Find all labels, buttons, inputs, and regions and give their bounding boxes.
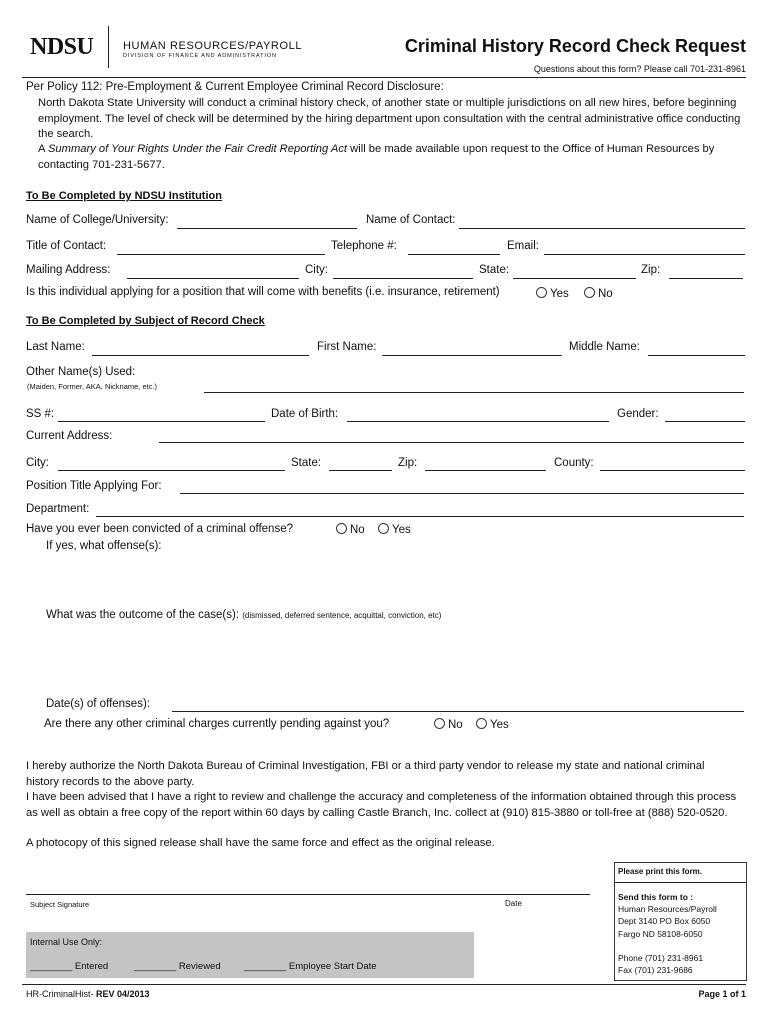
policy-paragraph-1: North Dakota State University will conduct a criminal history check, of another state or multiple jurisdictions on all new hires, before beginning employment. The level of check will be determined by the hiring department upon consultation with the central administrative office conducting the search. <box>38 97 741 140</box>
authorization-paragraph-1: I hereby authorize the North Dakota Bureau of Criminal Investigation, FBI or a third party vendor to release my state and national criminal history records to the above party. <box>26 760 705 788</box>
entered-field[interactable]: ________ Entered <box>30 961 109 972</box>
fcra-summary-title: Summary of Your Rights Under the Fair Credit Reporting Act <box>47 143 348 155</box>
current-address-field[interactable] <box>159 442 744 443</box>
inst-state-field[interactable] <box>513 278 636 279</box>
subj-city-label: City: <box>26 457 49 469</box>
inst-state-label: State: <box>479 264 510 276</box>
contact-name-field[interactable] <box>459 228 745 229</box>
email-field[interactable] <box>544 254 745 255</box>
outcome-question: What was the outcome of the case(s): (dismissed, deferred sentence, acquittal, conviction, etc) <box>46 609 442 621</box>
send-box-divider <box>614 882 746 883</box>
logo-divider <box>108 26 109 68</box>
other-names-hint: (Maiden, Former, AKA, Nickname, etc.) <box>27 382 158 391</box>
header-rule <box>22 77 746 78</box>
authorization-paragraph-2: I have been advised that I have a right to review and challenge the accuracy and completeness of the information obtained through this process as well as obtain a free copy of the report within 60 days by calling Castle Branch, Inc. collect at (910) 815-3880 or toll-free at (888) 520-0520. <box>26 791 737 819</box>
inst-city-label: City: <box>305 264 328 276</box>
print-notice: Please print this form. <box>618 867 703 876</box>
gender-field[interactable] <box>665 421 745 422</box>
institution-heading: To Be Completed by NDSU Institution <box>26 190 222 202</box>
footer-rule <box>22 984 746 985</box>
first-name-label: First Name: <box>317 341 377 353</box>
dob-label: Date of Birth: <box>271 408 339 420</box>
middle-name-field[interactable] <box>648 355 745 356</box>
contact-title-label: Title of Contact: <box>26 240 107 252</box>
position-title-field[interactable] <box>180 493 744 494</box>
mailing-label: Mailing Address: <box>26 264 111 276</box>
radio-circle-icon <box>434 718 445 729</box>
current-address-label: Current Address: <box>26 430 113 442</box>
subj-city-field[interactable] <box>58 470 285 471</box>
county-field[interactable] <box>600 470 745 471</box>
county-label: County: <box>554 457 594 469</box>
subj-zip-label: Zip: <box>398 457 418 469</box>
contact-title-field[interactable] <box>117 254 325 255</box>
college-field[interactable] <box>177 228 357 229</box>
benefits-no-radio[interactable]: No <box>584 287 613 300</box>
email-label: Email: <box>507 240 539 252</box>
ndsu-logo: NDSU <box>30 34 94 60</box>
first-name-field[interactable] <box>382 355 562 356</box>
telephone-label: Telephone #: <box>331 240 397 252</box>
subj-zip-field[interactable] <box>425 470 546 471</box>
outcome-answer-area[interactable] <box>46 625 744 691</box>
dob-field[interactable] <box>347 421 609 422</box>
outcome-hint: (dismissed, deferred sentence, acquittal, conviction, etc) <box>242 611 442 620</box>
policy-paragraph-2: A Summary of Your Rights Under the Fair Credit Reporting Act will be made available upon request to the Office of Human Resources by contacting 701-231-5677. <box>38 143 715 171</box>
signature-line[interactable] <box>26 894 590 895</box>
last-name-field[interactable] <box>92 355 309 356</box>
pending-question: Are there any other criminal charges currently pending against you? <box>44 718 390 730</box>
benefits-yes-radio[interactable]: Yes <box>536 287 569 300</box>
send-address-3: Fargo ND 58108-6050 <box>618 929 703 939</box>
offenses-question: If yes, what offense(s): <box>46 540 162 552</box>
department-label: Department: <box>26 503 90 515</box>
position-title-label: Position Title Applying For: <box>26 480 162 492</box>
department-field[interactable] <box>96 516 744 517</box>
telephone-field[interactable] <box>408 254 500 255</box>
start-date-field[interactable]: ________ Employee Start Date <box>244 961 377 972</box>
other-names-field[interactable] <box>204 392 744 393</box>
send-phone: Phone (701) 231-8961 <box>618 953 704 963</box>
questions-text: Questions about this form? Please call 701-231-8961 <box>533 64 746 74</box>
inst-city-field[interactable] <box>333 278 473 279</box>
other-names-label: Other Name(s) Used: <box>26 366 136 378</box>
form-code: HR-CriminalHist- REV 04/2013 <box>26 989 150 999</box>
ss-label: SS #: <box>26 408 55 420</box>
subj-state-field[interactable] <box>329 470 392 471</box>
dates-of-offenses-field[interactable] <box>172 711 744 712</box>
dept-line-2: DIVISION OF FINANCE AND ADMINISTRATION <box>123 53 277 59</box>
subj-state-label: State: <box>291 457 322 469</box>
internal-use-title: Internal Use Only: <box>30 937 103 947</box>
last-name-label: Last Name: <box>26 341 85 353</box>
send-address-2: Dept 3140 PO Box 6050 <box>618 916 711 926</box>
pending-yes-radio[interactable]: Yes <box>476 718 509 731</box>
page-number: Page 1 of 1 <box>698 989 746 999</box>
radio-circle-icon <box>336 523 347 534</box>
convicted-question: Have you ever been convicted of a criminal offense? <box>26 523 293 535</box>
pending-no-radio[interactable]: No <box>434 718 463 731</box>
authorization-paragraph-3: A photocopy of this signed release shall have the same force and effect as the original release. <box>26 837 495 849</box>
radio-circle-icon <box>536 287 547 298</box>
date-label: Date <box>505 899 522 908</box>
inst-zip-field[interactable] <box>669 278 743 279</box>
contact-name-label: Name of Contact: <box>366 214 456 226</box>
inst-zip-label: Zip: <box>641 264 661 276</box>
mailing-field[interactable] <box>127 278 299 279</box>
offenses-answer-area[interactable] <box>46 556 744 604</box>
gender-label: Gender: <box>617 408 659 420</box>
radio-circle-icon <box>476 718 487 729</box>
reviewed-field[interactable]: ________ Reviewed <box>134 961 221 972</box>
radio-circle-icon <box>378 523 389 534</box>
policy-heading: Per Policy 112: Pre-Employment & Current Employee Criminal Record Disclosure: <box>26 81 444 93</box>
dept-line-1: HUMAN RESOURCES/PAYROLL <box>123 40 303 52</box>
college-label: Name of College/University: <box>26 214 169 226</box>
dates-of-offenses-label: Date(s) of offenses): <box>46 698 150 710</box>
send-address-1: Human Resources/Payroll <box>618 904 717 914</box>
subject-heading: To Be Completed by Subject of Record Check <box>26 315 265 327</box>
subject-signature-label: Subject Signature <box>30 900 90 909</box>
convicted-no-radio[interactable]: No <box>336 523 365 536</box>
middle-name-label: Middle Name: <box>569 341 640 353</box>
radio-circle-icon <box>584 287 595 298</box>
benefits-question: Is this individual applying for a position that will come with benefits (i.e. insurance, retirement) <box>26 286 500 298</box>
convicted-yes-radio[interactable]: Yes <box>378 523 411 536</box>
send-fax: Fax (701) 231-9686 <box>618 965 693 975</box>
send-to-label: Send this form to : <box>618 892 694 902</box>
revision-date: REV 04/2013 <box>96 989 150 999</box>
ss-field[interactable] <box>58 421 265 422</box>
form-title: Criminal History Record Check Request <box>404 36 746 56</box>
